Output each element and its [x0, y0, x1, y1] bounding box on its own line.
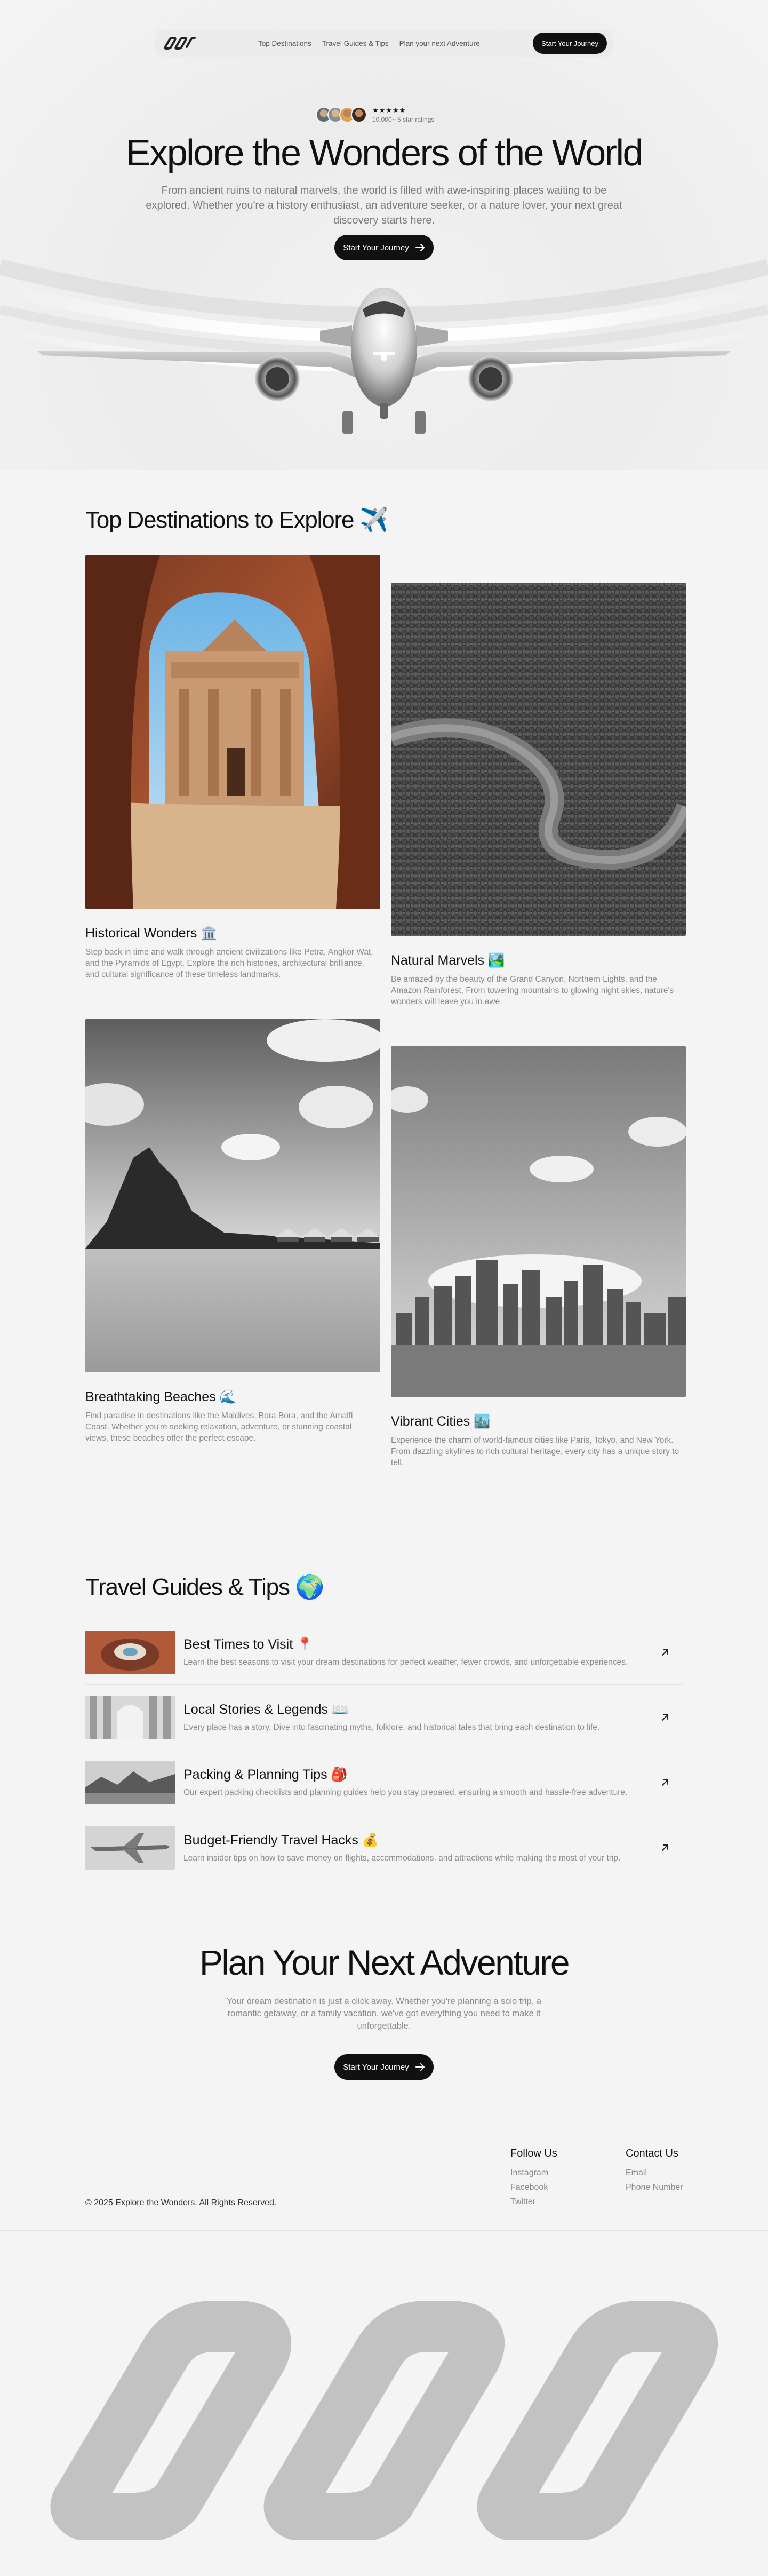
destinations-section-title: Top Destinations to Explore ✈️: [85, 507, 388, 533]
guide-row-packing[interactable]: [85, 1750, 683, 1815]
hero-cta-label: Start Your Journey: [343, 243, 409, 252]
rating-caption: 10,000+ 5 star ratings: [372, 116, 435, 123]
destination-description: Be amazed by the beauty of the Grand Canyon, Northern Lights, and the Amazon Rainforest. From towering mountains to glowing night skies, nature's wonders will leave you in awe.: [391, 975, 674, 1006]
destination-image-skyline: [391, 1046, 686, 1397]
footer-link-twitter[interactable]: Twitter: [510, 2197, 536, 2206]
guide-row-best-times[interactable]: [85, 1620, 683, 1685]
guide-thumbnail: [85, 1761, 175, 1804]
avatar-stack: [316, 107, 367, 123]
destination-card-beaches[interactable]: [85, 1019, 380, 1444]
guides-section-title: Travel Guides & Tips 🌍: [85, 1574, 324, 1600]
arrow-up-right-icon: [659, 1842, 671, 1854]
guide-row-budget-hacks[interactable]: [85, 1815, 683, 1880]
plan-cta-label: Start Your Journey: [343, 2062, 409, 2072]
destination-description: Experience the charm of world-famous cities like Paris, Tokyo, and New York. From dazzling skylines to rich cultural heritage, every city has a unique story to tell.: [391, 1436, 679, 1467]
destination-title: Breathtaking Beaches 🌊: [85, 1389, 236, 1404]
guide-title: Packing & Planning Tips 🎒: [183, 1767, 348, 1782]
destination-card-cities[interactable]: [391, 1046, 686, 1468]
footer-link-email[interactable]: Email: [626, 2168, 647, 2177]
plan-section-subtitle: Your dream destination is just a click away. Whether you're planning a solo trip, a romantic getaway, or a family vacation, we've got everything you need to make it unforgettable.: [226, 1997, 542, 2031]
guide-title: Local Stories & Legends 📖: [183, 1702, 349, 1717]
footer-follow-column: [510, 2148, 557, 2212]
guide-description: Every place has a story. Dive into fascinating myths, folklore, and historical tales that bring each destination to life.: [183, 1723, 600, 1732]
hero-title: Explore the Wonders of the World: [126, 132, 642, 173]
destination-image-petra: [85, 555, 380, 909]
plan-section-title: Plan Your Next Adventure: [199, 1943, 569, 1982]
footer-link-facebook[interactable]: Facebook: [510, 2183, 548, 2192]
airplane-illustration: [32, 288, 736, 448]
star-rating: ★★★★★: [372, 106, 406, 114]
destination-title: Natural Marvels 🏞️: [391, 953, 505, 968]
infinity-chain-logo-large: [32, 2294, 736, 2540]
guide-row-local-stories[interactable]: [85, 1685, 683, 1750]
footer-link-instagram[interactable]: Instagram: [510, 2168, 549, 2177]
guide-thumbnail: [85, 1696, 175, 1739]
hero-start-journey-button[interactable]: [334, 235, 434, 260]
destination-card-historical[interactable]: [85, 555, 380, 980]
nav-start-journey-button[interactable]: Start Your Journey: [533, 33, 607, 54]
destination-description: Step back in time and walk through ancient civilizations like Petra, Angkor Wat, and the Pyramids of Egypt. Explore the rich histories, architectural brilliance, and cultural significance of these timeless landmarks.: [85, 948, 373, 979]
guide-title: Best Times to Visit 📍: [183, 1637, 314, 1652]
footer-divider: [0, 2230, 768, 2231]
hero-subtitle: From ancient ruins to natural marvels, the world is filled with awe-inspiring places waiting to be explored. Whether you're a history enthusiast, an adventure seeker, or a nature lover, your next great discovery starts here.: [146, 185, 622, 226]
guide-thumbnail: [85, 1631, 175, 1674]
nav-link-top-destinations[interactable]: Top Destinations: [258, 39, 311, 47]
guide-description: Learn insider tips on how to save money on flights, accommodations, and attractions while making the most of your trip.: [183, 1853, 621, 1863]
infinity-chain-logo[interactable]: [162, 36, 196, 50]
destination-card-natural[interactable]: [391, 583, 686, 1007]
guide-description: Learn the best seasons to visit your dream destinations for perfect weather, fewer crowds, and unforgettable experiences.: [183, 1658, 628, 1667]
footer-contact-column: [626, 2148, 683, 2197]
arrow-right-icon: [415, 244, 425, 251]
guide-thumbnail: [85, 1826, 175, 1870]
arrow-up-right-icon: [659, 1712, 671, 1723]
nav-link-travel-guides[interactable]: Travel Guides & Tips: [322, 39, 389, 47]
destination-description: Find paradise in destinations like the Maldives, Bora Bora, and the Amalfi Coast. Whether you're seeking relaxation, adventure, or stunning coastal views, these beaches offer the perfect escape.: [85, 1411, 353, 1443]
avatar: [351, 107, 367, 123]
arrow-up-right-icon: [659, 1647, 671, 1658]
rating-block: [316, 106, 434, 123]
arrow-right-icon: [415, 2063, 425, 2071]
guide-description: Our expert packing checklists and planning guides help you stay prepared, ensuring a smooth and hassle-free adventure.: [183, 1788, 628, 1797]
arrow-up-right-icon: [659, 1777, 671, 1788]
plan-start-journey-button[interactable]: [334, 2054, 434, 2080]
destination-image-bora-bora: [85, 1019, 380, 1372]
nav-links: [258, 39, 479, 47]
footer-copyright: © 2025 Explore the Wonders. All Rights Reserved.: [85, 2198, 277, 2207]
destination-title: Historical Wonders 🏛️: [85, 926, 218, 941]
footer-link-phone[interactable]: Phone Number: [626, 2183, 683, 2192]
footer-contact-title: Contact Us: [626, 2148, 678, 2159]
guide-title: Budget-Friendly Travel Hacks 💰: [183, 1832, 379, 1848]
nav-link-plan-adventure[interactable]: Plan your next Adventure: [399, 39, 480, 47]
destination-image-river-forest: [391, 583, 686, 936]
destination-title: Vibrant Cities 🏙️: [391, 1414, 491, 1429]
top-navigation-bar: [155, 30, 613, 57]
footer-follow-title: Follow Us: [510, 2148, 557, 2159]
